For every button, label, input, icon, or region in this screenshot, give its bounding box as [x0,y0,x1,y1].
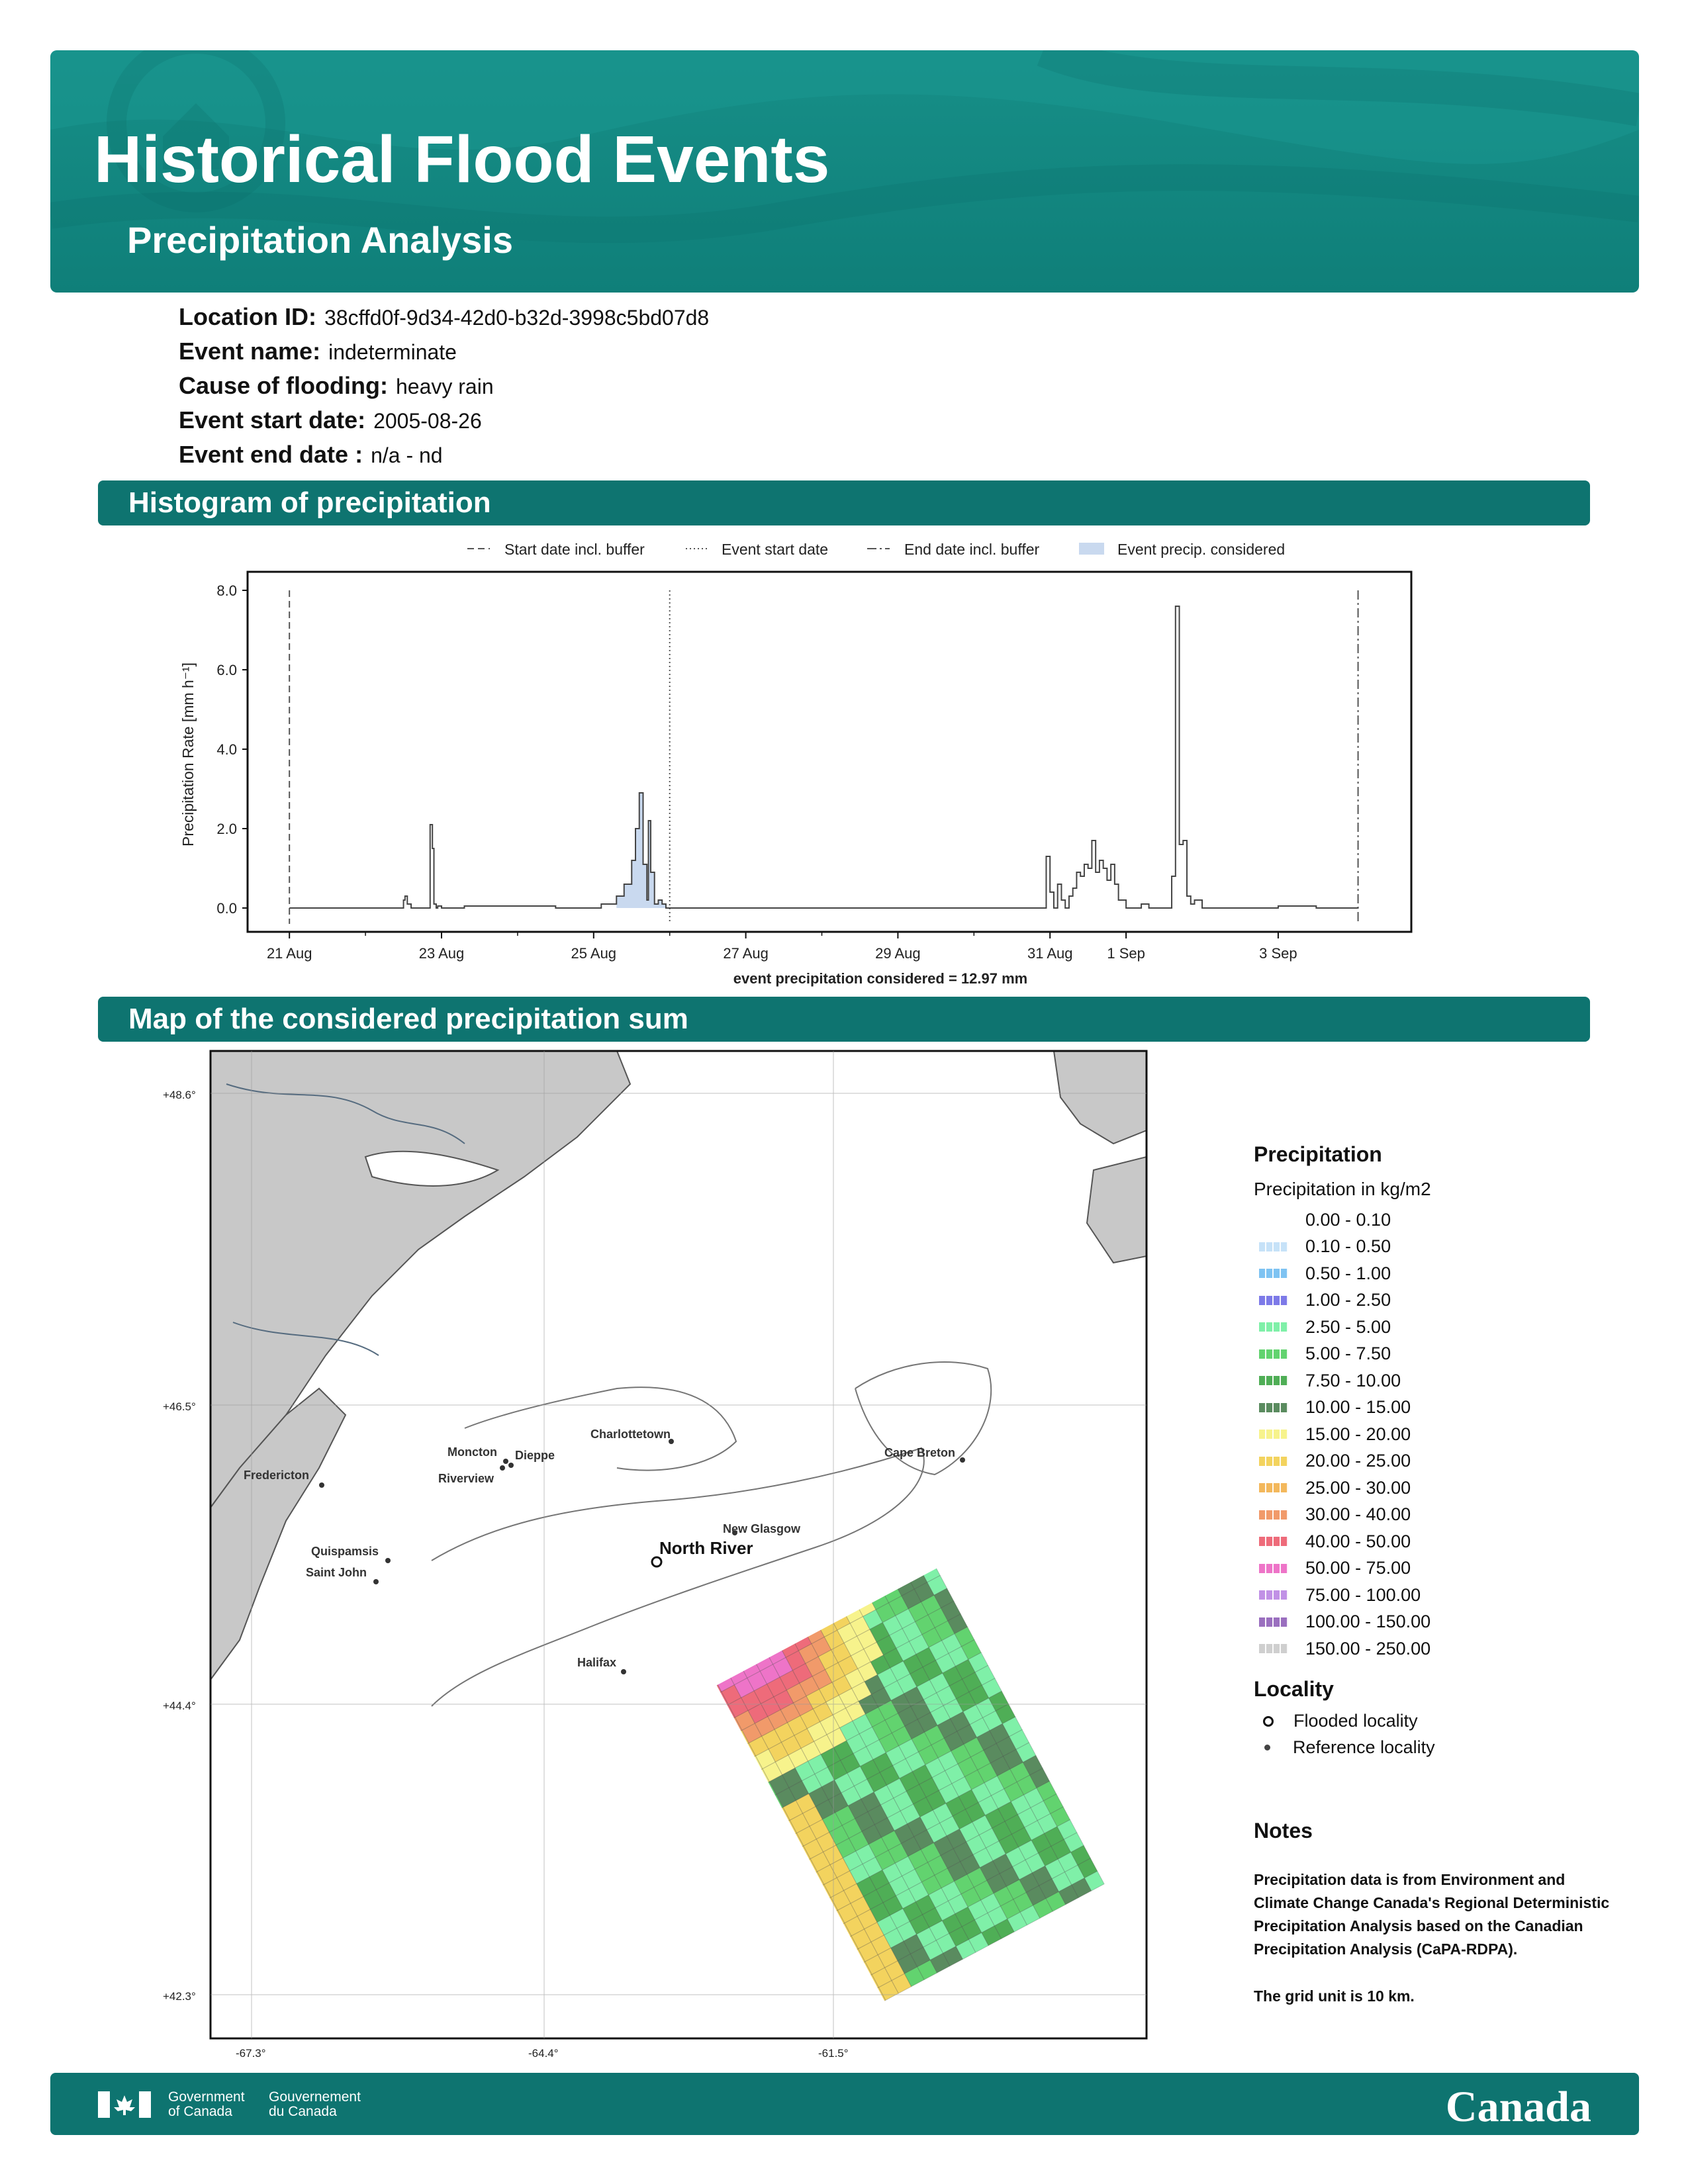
map-legend [1254,1142,1624,1761]
footer [50,2073,1639,2135]
gov-en-line-2: of Canada [168,2104,232,2119]
end-date-value: n/a - nd [371,443,443,467]
precip-cell [653,2052,673,2058]
legend-item [1254,1502,1624,1529]
legend-item [1254,1314,1624,1341]
precip-map-svg [154,1044,1160,2058]
legend-swatch [1259,1457,1288,1466]
legend-item [1254,1475,1624,1502]
cause-row [179,372,709,406]
label-charlottetown: Charlottetown [590,1428,671,1441]
notes-text: Precipitation data is from Environment and Climate Change Canada's Regional Deterministic Precipitation Analysis based on the Canadian Precipitation Analysis (CaPA-RDPA). [1254,1871,1610,1958]
lat-label-48: +48.6° [163,1089,196,1101]
canada-flag-icon [98,2091,151,2118]
y-tick-label: 6.0 [216,662,237,678]
gov-fr-line-2: du Canada [269,2104,337,2119]
event-name-row [179,338,709,372]
reference-locality-icon [1264,1745,1270,1751]
legend-subtitle: Precipitation in kg/m2 [1254,1179,1431,1199]
x-tick-label: 23 Aug [418,945,465,962]
legend-considered-swatch [1079,543,1104,555]
map-section-title: Map of the considered precipitation sum [98,997,1590,1042]
legend-swatch [1259,1590,1288,1600]
precipitation-histogram [159,529,1523,993]
y-tick-label: 8.0 [216,582,237,599]
precip-cell [705,2056,725,2058]
start-date-value: 2005-08-26 [373,409,482,433]
legend-start-buffer: Start date incl. buffer [504,541,645,558]
locality-legend-title: Locality [1254,1676,1334,1701]
location-id-row [179,303,709,338]
x-axis-ticks [267,932,1297,962]
legend-swatch [1259,1322,1288,1332]
histogram-legend [467,541,1285,558]
event-info [179,303,709,475]
government-en [168,2090,245,2119]
government-fr [269,2090,361,2119]
gov-fr-line-1: Gouvernement [269,2089,361,2105]
legend-item [1254,1260,1624,1287]
x-tick-label: 27 Aug [723,945,769,962]
label-north-river: North River [659,1538,753,1558]
y-axis-label: Precipitation Rate [mm h⁻¹] [179,662,197,847]
legend-swatch [1259,1269,1288,1278]
reference-locality-item [1254,1735,1624,1761]
precipitation-map [154,1044,1160,2062]
legend-label: 100.00 - 150.00 [1305,1612,1431,1632]
flooded-locality-marker [652,1557,661,1567]
y-tick-label: 0.0 [216,900,237,917]
legend-swatch [1259,1617,1288,1627]
notes [1254,1819,1611,2008]
end-date-label: Event end date : [179,441,363,468]
label-new-glasgow: New Glasgow [723,1522,801,1535]
locality-legend [1254,1677,1624,1761]
x-tick-label: 21 Aug [266,945,312,962]
cause-value: heavy rain [395,375,494,398]
x-tick-label: 29 Aug [875,945,921,962]
legend-label: 7.50 - 10.00 [1305,1370,1401,1390]
lon-label-64: -64.4° [528,2047,559,2058]
legend-swatch [1259,1564,1288,1573]
legend-swatch [1259,1376,1288,1385]
legend-label: 5.00 - 7.50 [1305,1343,1391,1364]
start-date-row [179,406,709,441]
precip-cell [587,2053,607,2058]
histogram-section-title: Histogram of precipitation [98,480,1590,525]
x-tick-label: 3 Sep [1259,945,1297,962]
lat-label-42: +42.3° [163,1990,196,2003]
flooded-locality-icon [1263,1716,1274,1727]
label-cape-breton: Cape Breton [884,1446,956,1459]
location-id-value: 38cffd0f-9d34-42d0-b32d-3998c5bd07d8 [324,306,710,330]
x-tick-label: 1 Sep [1107,945,1145,962]
start-date-label: Event start date: [179,406,366,433]
lon-label-61: -61.5° [818,2047,849,2058]
precip-cell [711,2037,731,2057]
legend-item [1254,1421,1624,1448]
gov-en-line-1: Government [168,2089,245,2105]
precip-cell [620,2052,640,2058]
legend-item [1254,1341,1624,1368]
legend-item [1254,1609,1624,1636]
end-date-row [179,441,709,475]
x-tick-label: 31 Aug [1027,945,1073,962]
precip-cell [698,2044,718,2058]
flooded-locality-item [1254,1708,1624,1735]
cause-label: Cause of flooding: [179,372,388,399]
legend-label: 1.00 - 2.50 [1305,1290,1391,1310]
header-banner [50,50,1639,293]
legend-label: 15.00 - 20.00 [1305,1424,1411,1444]
legend-item [1254,1448,1624,1475]
legend-end-buffer: End date incl. buffer [904,541,1040,558]
precip-cell [502,2048,522,2058]
legend-label: 0.50 - 1.00 [1305,1263,1391,1283]
legend-swatch [1259,1430,1288,1439]
label-fredericton: Fredericton [244,1469,310,1482]
y-axis-ticks [216,582,248,917]
legend-swatch [1259,1483,1288,1492]
precip-cell [763,2042,783,2058]
legend-label: 2.50 - 5.00 [1305,1316,1391,1337]
y-tick-label: 2.0 [216,821,237,837]
legend-item [1254,1582,1624,1609]
legend-swatch [1259,1403,1288,1412]
lon-label-67: -67.3° [236,2047,266,2058]
precip-cell [665,2044,685,2058]
legend-swatch [1259,1349,1288,1359]
legend-item [1254,1555,1624,1582]
legend-title: Precipitation [1254,1142,1382,1166]
label-halifax: Halifax [577,1656,617,1669]
label-quispamsis: Quispamsis [311,1545,379,1558]
legend-label: 50.00 - 75.00 [1305,1558,1411,1578]
precip-cell [718,2050,737,2058]
label-riverview: Riverview [438,1472,494,1485]
notes-title: Notes [1254,1819,1313,1843]
lat-label-46: +46.5° [163,1400,196,1413]
canada-wordmark: Canada [1445,2083,1591,2131]
precip-cell [685,2050,705,2058]
legend-swatch [1259,1242,1288,1251]
legend-label: 0.10 - 0.50 [1305,1236,1391,1257]
legend-considered: Event precip. considered [1117,541,1286,558]
precip-cell [600,2046,620,2058]
x-tick-label: 25 Aug [571,945,617,962]
legend-event-start: Event start date [722,541,829,558]
legend-item [1254,1206,1624,1234]
precip-cell [633,2045,653,2058]
legend-swatch [1259,1537,1288,1546]
legend-label: 0.00 - 0.10 [1305,1209,1391,1230]
precip-cell [645,2038,665,2058]
legend-swatch [1259,1215,1288,1224]
precip-cell [679,2038,698,2058]
legend-label: 75.00 - 100.00 [1305,1584,1421,1605]
precip-cell [750,2049,770,2058]
flooded-locality-label: Flooded locality [1293,1711,1418,1731]
precip-cell [568,2047,588,2058]
legend-label: 30.00 - 40.00 [1305,1504,1411,1525]
legend-item [1254,1635,1624,1662]
legend-label: 40.00 - 50.00 [1305,1531,1411,1551]
legend-items [1254,1206,1624,1662]
legend-item [1254,1287,1624,1314]
legend-item [1254,1234,1624,1261]
legend-item [1254,1394,1624,1422]
legend-swatch [1259,1296,1288,1305]
label-saint-john: Saint John [306,1566,367,1579]
notes-grid: The grid unit is 10 km. [1254,1987,1415,2005]
event-name-value: indeterminate [328,340,457,364]
y-tick-label: 4.0 [216,741,237,758]
legend-swatch [1259,1644,1288,1653]
location-id-label: Location ID: [179,303,316,330]
label-moncton: Moncton [447,1445,497,1459]
legend-item [1254,1367,1624,1394]
precip-cell [731,2043,751,2058]
label-dieppe: Dieppe [515,1449,555,1462]
legend-swatch [1259,1510,1288,1520]
legend-item [1254,1528,1624,1555]
x-axis-label: event precipitation considered = 12.97 mm [733,970,1028,987]
precip-cell [581,2040,600,2058]
legend-label: 25.00 - 30.00 [1305,1477,1411,1498]
lat-label-44: +44.4° [163,1700,196,1712]
plot-frame [248,572,1411,932]
legend-label: 10.00 - 15.00 [1305,1397,1411,1418]
legend-label: 20.00 - 25.00 [1305,1451,1411,1471]
reference-locality-label: Reference locality [1293,1737,1435,1757]
page-title: Historical Flood Events [94,122,830,197]
precip-cell [613,2039,633,2058]
page-subtitle: Precipitation Analysis [127,219,513,261]
event-name-label: Event name: [179,338,321,365]
legend-label: 150.00 - 250.00 [1305,1638,1431,1659]
precip-cell [737,2056,757,2058]
